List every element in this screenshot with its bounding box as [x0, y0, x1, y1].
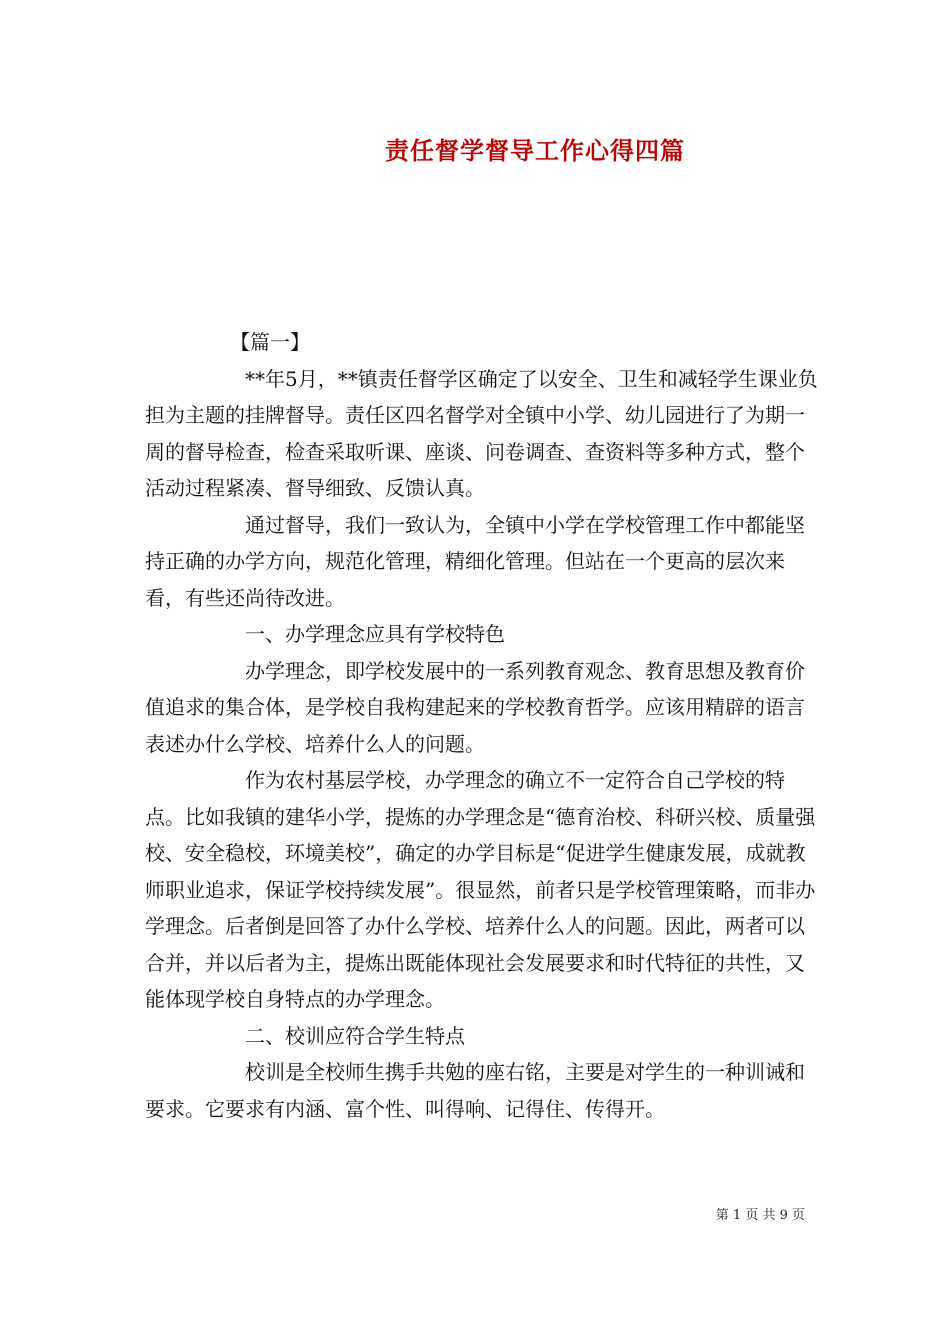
paragraph: 通过督导，我们一致认为，全镇中小学在学校管理工作中都能坚持正确的办学方向，规范化管理，精细化管理。但站在一个更高的层次来看，有些还尚待改进。	[145, 512, 805, 610]
paragraph: 作为农村基层学校，办学理念的确立不一定符合自己学校的特点。比如我镇的建华小学，提炼的办学理念是“德育治校、科研兴校、质量强校、安全稳校，环境美校”，确定的办学目标是“促进学生健康发展，成就教师职业追求，保证学校持续发展”。很显然，前者只是学校管理策略，而非办学理念。后者倒是回答了办什么学校、培养什么人的问题。因此，两者可以合并，并以后者为主，提炼出既能体现社会发展要求和时代特征的共性，又能体现学校自身特点的办学理念。	[145, 768, 816, 1011]
paragraph: 校训是全校师生携手共勉的座右铭，主要是对学生的一种训诫和要求。它要求有内涵、富个性、叫得响、记得住、传得开。	[145, 1060, 805, 1121]
section-label: 【篇一】	[230, 330, 310, 354]
document-title: 责任督学督导工作心得四篇	[385, 136, 685, 165]
document-body	[145, 324, 820, 1127]
paragraph: **年5月，**镇责任督学区确定了以安全、卫生和减轻学生课业负担为主题的挂牌督导。责任区四名督学对全镇中小学、幼儿园进行了为期一周的督导检查，检查采取听课、座谈、问卷调查、查资料等多种方式，整个活动过程紧凑、督导细致、反馈认真。	[145, 366, 818, 500]
section-heading: 二、校训应符合学生特点	[245, 1023, 465, 1048]
page-number-footer: 第 1 页 共 9 页	[715, 1208, 805, 1223]
paragraph: 办学理念，即学校发展中的一系列教育观念、教育思想及教育价值追求的集合体，是学校自我构建起来的学校教育哲学。应该用精辟的语言表述办什么学校、培养什么人的问题。	[145, 658, 805, 756]
section-heading: 一、办学理念应具有学校特色	[245, 622, 505, 646]
